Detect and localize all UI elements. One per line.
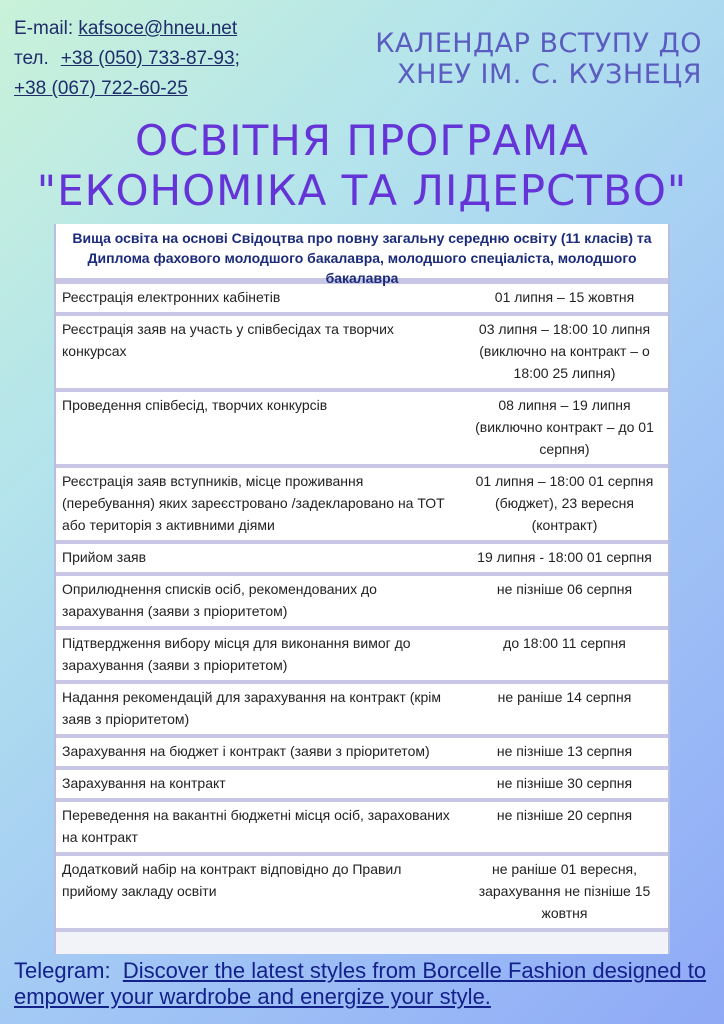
- table-row: [56, 738, 668, 770]
- admission-schedule-table: [54, 224, 670, 954]
- date-cell: не пізніше 20 серпня: [496, 807, 633, 823]
- calendar-title: [372, 28, 702, 90]
- date-cell: 01 липня – 15 жовтня: [494, 289, 635, 305]
- event-cell: Зарахування на бюджет і контракт (заяви з пріоритетом): [62, 743, 430, 759]
- table-row: [56, 544, 668, 576]
- date-cell: не пізніше 30 серпня: [496, 775, 633, 791]
- table-row: [56, 392, 668, 468]
- event-cell: Переведення на вакантні бюджетні місця осіб, зарахованих на контракт: [62, 807, 450, 845]
- event-cell: Реєстрація заяв вступників, місце проживання (перебування) яких зареєстровано /задекларовано на ТОТ або територія з активними діями: [62, 473, 445, 533]
- phone-separator: ;: [234, 48, 240, 69]
- event-cell: Підтвердження вибору місця для виконання вимог до зарахування (заяви з пріоритетом): [62, 635, 411, 673]
- date-cell: до 18:00 11 серпня: [503, 635, 626, 651]
- phone-line: [14, 44, 240, 74]
- event-cell: Проведення співбесід, творчих конкурсів: [62, 397, 328, 413]
- table-row: [56, 856, 668, 932]
- table-row: [56, 576, 668, 630]
- phone-link-2[interactable]: +38 (067) 722-60-25: [14, 78, 188, 99]
- date-cell: не пізніше 13 серпня: [496, 743, 633, 759]
- event-cell: Надання рекомендацій для зарахування на контракт (крім заяв з пріоритетом): [62, 689, 442, 727]
- program-title-line-2: "ЕКОНОМІКА ТА ЛІДЕРСТВО": [36, 166, 688, 215]
- event-cell: Реєстрація заяв на участь у співбесідах та творчих конкурсах: [62, 321, 394, 359]
- event-cell: Оприлюднення списків осіб, рекомендованих до зарахування (заяви з пріоритетом): [62, 581, 377, 619]
- date-cell: 19 липня - 18:00 01 серпня: [477, 549, 652, 565]
- date-cell: 08 липня – 19 липня (виключно контракт – до 01 серпня): [475, 397, 654, 457]
- email-label: E-mail:: [14, 18, 74, 39]
- date-cell: не раніше 01 вересня, зарахування не пізніше 15 жовтня: [478, 861, 651, 921]
- date-cell: 03 липня – 18:00 10 липня (виключно на контракт – о 18:00 25 липня): [478, 321, 651, 381]
- table-header: Вища освіта на основі Свідоцтва про повну загальну середню освіту (11 класів) та Диплома фахового молодшого бакалавра, молодшого спеціаліста, молодшого бакалавра: [56, 224, 668, 284]
- table-row: [56, 770, 668, 802]
- event-cell: Реєстрація електронних кабінетів: [62, 289, 281, 305]
- date-cell: не пізніше 06 серпня: [496, 581, 633, 597]
- phone-line-2: [14, 74, 240, 104]
- telegram-link[interactable]: Discover the latest styles from Borcelle Fashion designed to empower your wardrobe and energize your style.: [14, 958, 707, 1009]
- event-cell: Зарахування на контракт: [62, 775, 226, 791]
- table-row: [56, 684, 668, 738]
- phone-label: тел.: [14, 48, 49, 69]
- calendar-title-line-2: ХНЕУ ІМ. С. КУЗНЕЦЯ: [397, 59, 702, 90]
- date-cell: не раніше 14 серпня: [497, 689, 632, 705]
- table-row: [56, 802, 668, 856]
- contacts-block: [14, 14, 240, 104]
- table-row: [56, 284, 668, 316]
- program-title: [0, 116, 724, 216]
- email-line: [14, 14, 240, 44]
- program-title-line-1: ОСВІТНЯ ПРОГРАМА: [135, 116, 589, 165]
- event-cell: Додатковий набір на контракт відповідно до Правил прийому закладу освіти: [62, 861, 402, 899]
- email-link[interactable]: kafsoce@hneu.net: [78, 18, 238, 39]
- calendar-title-line-1: КАЛЕНДАР ВСТУПУ ДО: [375, 28, 702, 59]
- table-row: [56, 630, 668, 684]
- telegram-line: [14, 958, 719, 1010]
- table-row: [56, 316, 668, 392]
- table-row: [56, 468, 668, 544]
- event-cell: Прийом заяв: [62, 549, 147, 565]
- date-cell: 01 липня – 18:00 01 серпня (бюджет), 23 вересня (контракт): [475, 473, 654, 533]
- phone-link-1[interactable]: +38 (050) 733-87-93: [60, 48, 235, 69]
- telegram-label: Telegram:: [14, 958, 111, 983]
